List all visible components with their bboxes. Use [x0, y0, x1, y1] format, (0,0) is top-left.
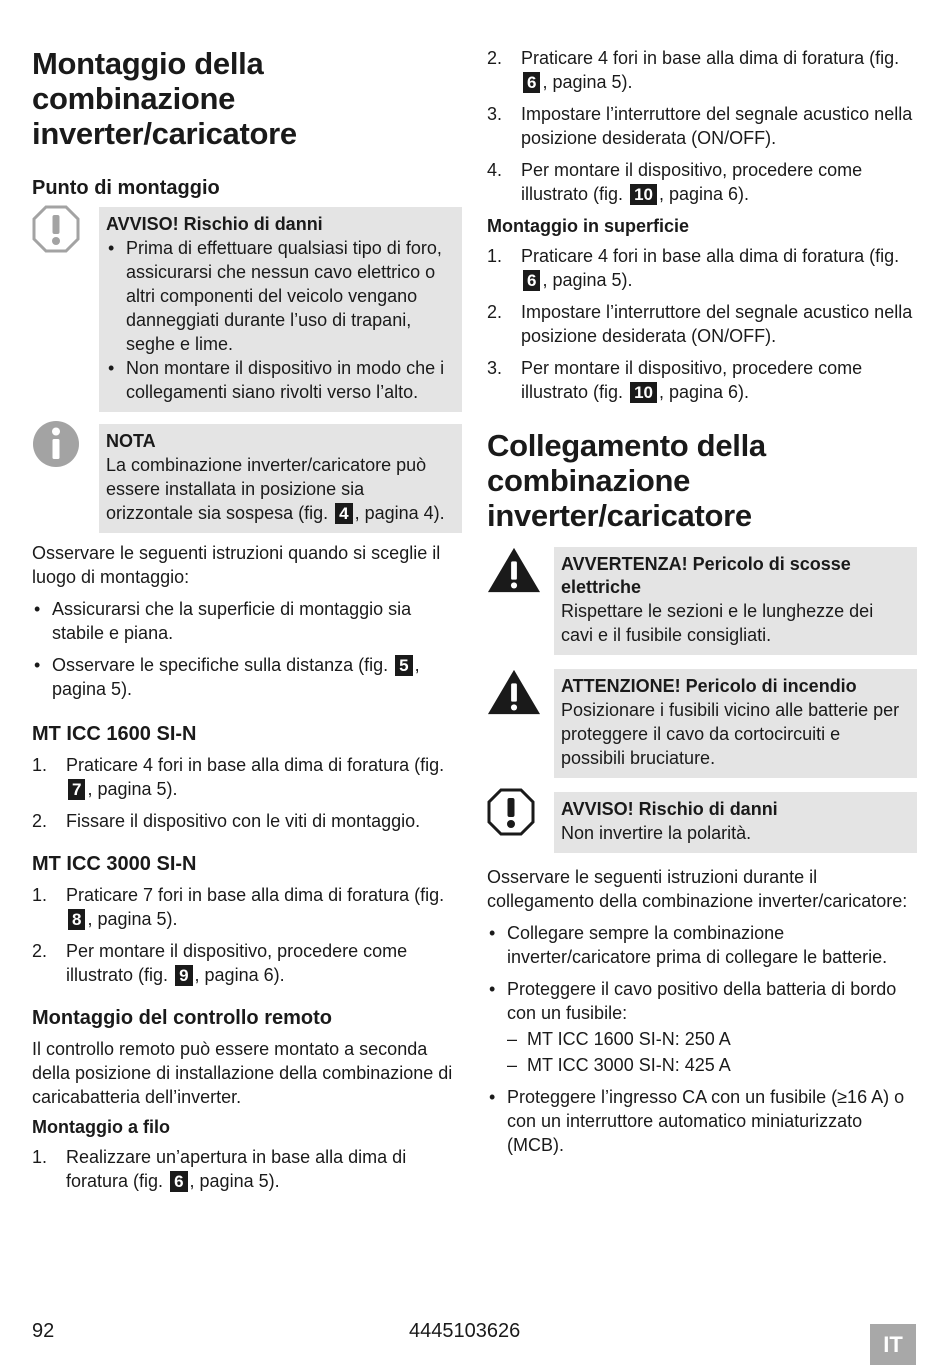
- warning-triangle-icon: [487, 546, 541, 594]
- step-item: 3. Per montare il dispositivo, procedere come illustrato (fig. 10 , pagina 6).: [487, 358, 863, 402]
- figure-ref: 6: [523, 270, 540, 291]
- bullet-item: • Proteggere il cavo positivo della batteria di bordo con un fusibile: – MT ICC 1600 SI-N: 250 A – MT ICC 3000 SI-N: 425 A: [487, 977, 917, 1077]
- bullet-item: • Assicurarsi che la superficie di montaggio sia stabile e piana.: [32, 597, 462, 645]
- figure-ref: 4: [335, 503, 352, 524]
- step-item: 2. Fissare il dispositivo con le viti di montaggio.: [32, 811, 421, 831]
- subheading-mt1600: MT ICC 1600 SI-N: [32, 723, 197, 745]
- step-item: 2. Per montare il dispositivo, procedere come illustrato (fig. 9 , pagina 6).: [32, 941, 408, 985]
- figure-ref: 9: [175, 965, 192, 986]
- notice-damage-title: AVVISO! Rischio di danni: [106, 214, 323, 234]
- document-code: 4445103626: [409, 1320, 521, 1342]
- fuse-value: – MT ICC 1600 SI-N: 250 A: [507, 1027, 917, 1051]
- page-number: 92: [32, 1320, 55, 1342]
- bullet-item: • Collegare sempre la combinazione inverter/caricatore prima di collegare le batterie.: [487, 921, 917, 969]
- notice-polarity-text: Non invertire la polarità.: [561, 823, 752, 843]
- notice-exclamation-icon: [32, 205, 80, 253]
- notice-exclamation-icon: [487, 788, 535, 836]
- bullet-item: • Osservare le specifiche sulla distanza (fig. 5 , pagina 5).: [32, 653, 462, 701]
- caution-fire-box: [554, 669, 917, 778]
- remote-text: Il controllo remoto può essere montato a seconda della posizione di installazione della combinazione di caricabatteria dell’inverter.: [32, 1039, 453, 1107]
- notice-damage-item: • Non montare il dispositivo in modo che i collegamenti siano rivolti verso l’alto.: [106, 356, 452, 404]
- notice-damage: [32, 207, 462, 412]
- note-info: [32, 424, 462, 533]
- caution-fire-text: Posizionare i fusibili vicino alle batterie per proteggere il cavo da cortocircuiti e possibili bruciature.: [561, 700, 900, 768]
- warning-shock-box: [554, 547, 917, 655]
- subheading-surface-mount: Montaggio in superficie: [487, 216, 690, 236]
- fuse-value: – MT ICC 3000 SI-N: 425 A: [507, 1053, 917, 1077]
- figure-ref: 5: [395, 655, 412, 676]
- section-title-mounting: Montaggio della combinazione inverter/caricatore: [32, 46, 297, 151]
- step-item: 1. Realizzare un’apertura in base alla dima di foratura (fig. 6 , pagina 5).: [32, 1147, 407, 1191]
- notice-polarity-title: AVVISO! Rischio di danni: [561, 799, 778, 819]
- figure-ref: 10: [630, 184, 657, 205]
- mounting-instructions-intro: Osservare le seguenti istruzioni quando si sceglie il luogo di montaggio:: [32, 543, 441, 587]
- figure-ref: 8: [68, 909, 85, 930]
- info-icon: [32, 420, 80, 468]
- caution-fire-title: ATTENZIONE! Pericolo di incendio: [561, 676, 857, 696]
- step-item: 1. Praticare 4 fori in base alla dima di foratura (fig. 7 , pagina 5).: [32, 755, 445, 799]
- notice-polarity-box: [554, 792, 917, 853]
- caution-fire: [487, 669, 917, 778]
- notice-polarity: [487, 792, 917, 853]
- warning-triangle-icon: [487, 668, 541, 716]
- connection-instructions-intro: Osservare le seguenti istruzioni durante il collegamento della combinazione inverter/caricatore:: [487, 867, 908, 911]
- figure-ref: 6: [523, 72, 540, 93]
- figure-ref: 10: [630, 382, 657, 403]
- step-item: 1. Praticare 4 fori in base alla dima di foratura (fig. 6 , pagina 5).: [487, 246, 900, 290]
- subheading-mt3000: MT ICC 3000 SI-N: [32, 853, 197, 875]
- right-column: [487, 46, 917, 1165]
- warning-shock: [487, 547, 917, 655]
- subheading-remote: Montaggio del controllo remoto: [32, 1007, 332, 1029]
- warning-shock-title: AVVERTENZA! Pericolo di scosse elettriche: [561, 554, 851, 597]
- subheading-mount-point: Punto di montaggio: [32, 177, 220, 199]
- step-item: 2. Impostare l’interruttore del segnale acustico nella posizione desiderata (ON/OFF).: [487, 302, 913, 346]
- section-title-connection: Collegamento della combinazione inverter/caricatore: [487, 428, 766, 533]
- note-title: NOTA: [106, 431, 156, 451]
- step-item: 1. Praticare 7 fori in base alla dima di foratura (fig. 8 , pagina 5).: [32, 885, 445, 929]
- notice-damage-item: • Prima di effettuare qualsiasi tipo di foro, assicurarsi che nessun cavo elettrico o altri componenti del veicolo vengano danneggiati durante l’uso di trapani, seghe e lime.: [106, 236, 452, 356]
- note-text: La combinazione inverter/caricatore può essere installata in posizione sia orizzontale sia sospesa (fig. 4 , pagina 4).: [106, 455, 445, 523]
- warning-shock-text: Rispettare le sezioni e le lunghezze dei cavi e il fusibile consigliati.: [561, 601, 874, 645]
- note-box: [99, 424, 462, 533]
- figure-ref: 6: [170, 1171, 187, 1192]
- subheading-flush-mount: Montaggio a filo: [32, 1117, 170, 1137]
- step-item: 4. Per montare il dispositivo, procedere come illustrato (fig. 10 , pagina 6).: [487, 160, 863, 204]
- figure-ref: 7: [68, 779, 85, 800]
- bullet-item: • Proteggere l’ingresso CA con un fusibile (≥16 A) o con un interruttore automatico miniaturizzato (MCB).: [487, 1085, 917, 1157]
- step-item: 3. Impostare l’interruttore del segnale acustico nella posizione desiderata (ON/OFF).: [487, 104, 913, 148]
- notice-damage-box: [99, 207, 462, 412]
- language-tab: IT: [870, 1324, 916, 1365]
- left-column: [32, 46, 462, 1201]
- step-item: 2. Praticare 4 fori in base alla dima di foratura (fig. 6 , pagina 5).: [487, 48, 900, 92]
